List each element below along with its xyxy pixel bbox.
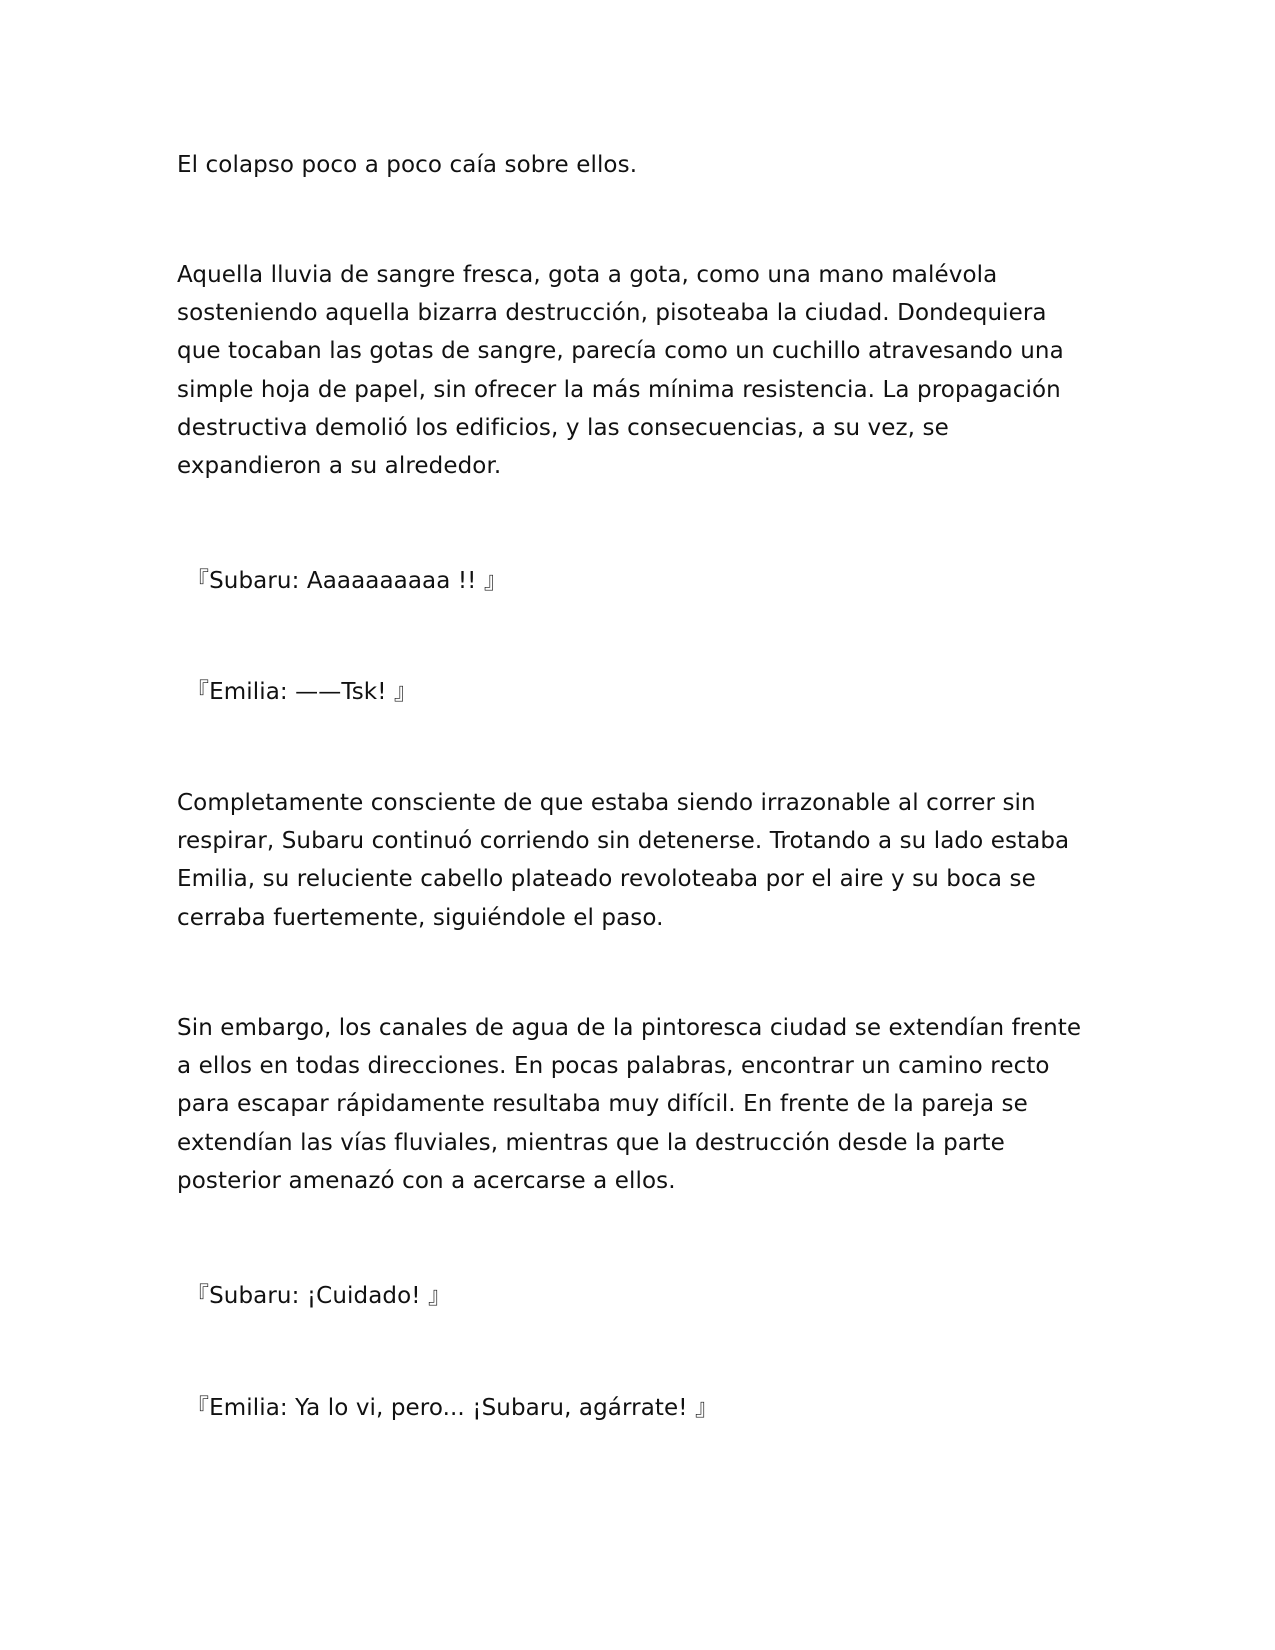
dialogue-line: 『Emilia: ——Tsk! 』 <box>186 679 418 705</box>
dialogue-line: 『Subaru: Aaaaaaaaaa !! 』 <box>186 568 508 594</box>
dialogue-line: 『Emilia: Ya lo vi, pero... ¡Subaru, agárrate! 』 <box>186 1395 719 1421</box>
narration-paragraph: Aquella lluvia de sangre fresca, gota a gota, como una mano malévola sosteniendo aquella bizarra destrucción, pisoteaba la ciudad. Dondequiera que tocaban las gotas de sangre, parecía como un cuchillo atravesando una simple hoja de papel, sin ofrecer la más mínima resistencia. La propagación destructiva demolió los edificios, y las consecuencias, a su vez, se expandieron a su alrededor. <box>177 262 1064 480</box>
narration-paragraph: El colapso poco a poco caía sobre ellos. <box>177 152 638 178</box>
narration-paragraph: Sin embargo, los canales de agua de la pintoresca ciudad se extendían frente a ellos en todas direcciones. En pocas palabras, encontrar un camino recto para escapar rápidamente resultaba muy difícil. En frente de la pareja se extendían las vías fluviales, mientras que la destrucción desde la parte posterior amenazó con a acercarse a ellos. <box>177 1015 1082 1194</box>
narration-paragraph: Completamente consciente de que estaba siendo irrazonable al correr sin respirar, Subaru continuó corriendo sin detenerse. Trotando a su lado estaba Emilia, su reluciente cabello plateado revoloteaba por el aire y su boca se cerraba fuertemente, siguiéndole el paso. <box>177 790 1070 931</box>
dialogue-line: 『Subaru: ¡Cuidado! 』 <box>186 1283 452 1309</box>
